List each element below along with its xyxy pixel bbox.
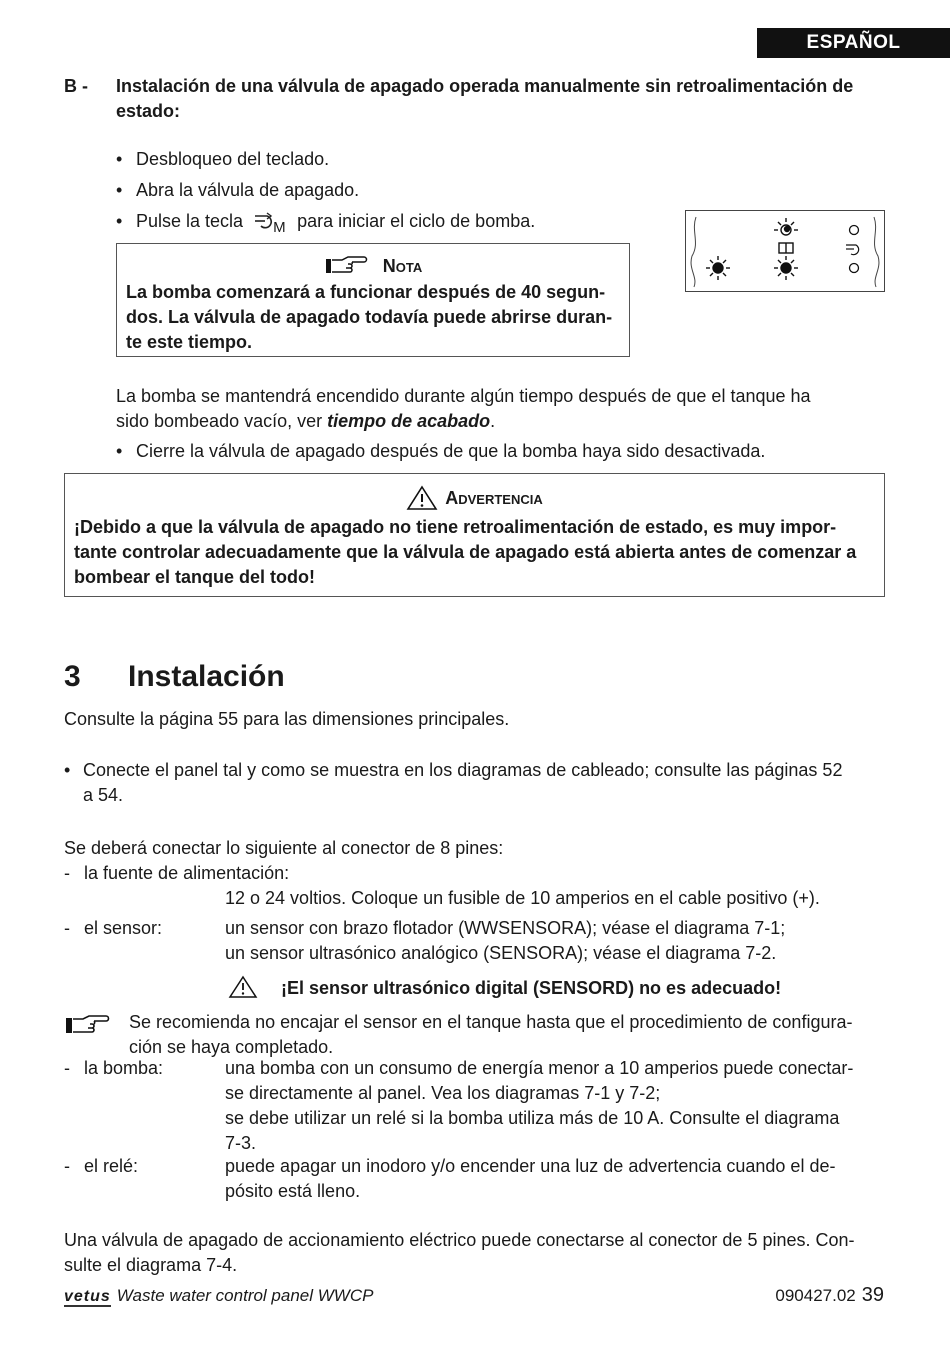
warning-line: tante controlar adecuadamente que la válvula de apagado está abierta antes de comenzar a bbox=[74, 542, 857, 562]
definition-desc: 7-3. bbox=[225, 1133, 257, 1153]
definition-row: - la fuente de alimentación: 12 o 24 voltios. Coloque un fusible de 10 amperios en el cable positivo (+). bbox=[64, 861, 886, 911]
note-box bbox=[116, 243, 630, 357]
warning-triangle-icon bbox=[228, 975, 258, 999]
definition-term: el relé: bbox=[84, 1156, 139, 1176]
led-light-icon bbox=[774, 218, 798, 235]
note-line: Se recomienda no encajar el sensor en el tanque hasta que el procedimiento de configura- bbox=[129, 1012, 853, 1032]
note-line: ción se haya completado. bbox=[129, 1037, 334, 1057]
pointing-hand-icon bbox=[64, 1013, 110, 1037]
run-time-paragraph bbox=[116, 384, 886, 434]
warning-line: bombear el tanque del todo! bbox=[74, 567, 316, 587]
definition-term: el sensor: bbox=[84, 918, 163, 938]
note-line: te este tiempo. bbox=[126, 332, 253, 352]
valve-icon bbox=[779, 243, 793, 253]
note-heading: Nota bbox=[382, 256, 423, 277]
section-b-title: Instalación de una válvula de apagado operada manualmente sin retroalimentación de estado: bbox=[116, 76, 854, 121]
definition-term: la fuente de alimentación: bbox=[84, 863, 290, 883]
definition-row: - el relé: puede apagar un inodoro y/o encender una luz de advertencia cuando el de- pósito está lleno. bbox=[64, 1154, 886, 1204]
paragraph-text: . bbox=[490, 411, 496, 431]
pump-key-icon bbox=[252, 209, 288, 236]
paragraph-line: sulte el diagrama 7-4. bbox=[64, 1255, 238, 1275]
led-light-icon bbox=[774, 256, 798, 280]
brand-logo: vetus bbox=[64, 1288, 111, 1305]
warning-text: ¡El sensor ultrasónico digital (SENSORD) no es adecuado! bbox=[281, 978, 782, 998]
language-tab: ESPAÑOL bbox=[757, 28, 950, 58]
led-light-icon bbox=[706, 256, 730, 280]
document-code: 090427.02 bbox=[775, 1286, 856, 1305]
definition-desc: se debe utilizar un relé si la bomba utiliza más de 10 A. Consulte el diagrama bbox=[225, 1108, 840, 1128]
control-panel-illustration bbox=[685, 210, 885, 292]
definition-row: - el sensor: un sensor con brazo flotador (WWSENSORA); véase el diagrama 7-1; un sensor ultrasónico analógico (SENSORA); véase el diagrama 7-2. bbox=[64, 916, 886, 966]
definition-desc: se directamente al panel. Vea los diagramas 7-1 y 7-2; bbox=[225, 1083, 661, 1103]
bullet-text: para iniciar el ciclo de bomba. bbox=[297, 211, 536, 231]
bullet-text: Conecte el panel tal y como se muestra en los diagramas de cableado; consulte las páginas 52 bbox=[83, 760, 843, 780]
warning-heading: Advertencia bbox=[445, 488, 543, 509]
connector-intro: Se deberá conectar lo siguiente al conector de 8 pines: bbox=[64, 838, 504, 858]
definition-desc: puede apagar un inodoro y/o encender una luz de advertencia cuando el de- bbox=[225, 1156, 836, 1176]
section-number: 3 bbox=[64, 660, 81, 693]
sensor-warning bbox=[228, 975, 781, 1001]
bullet-text: Desbloqueo del teclado. bbox=[136, 149, 330, 169]
page-number: 39 bbox=[861, 1284, 884, 1306]
product-name: Waste water control panel WWCP bbox=[116, 1286, 374, 1305]
pump-key-icon bbox=[846, 245, 859, 255]
paragraph-text: sido bombeado vacío, ver bbox=[116, 411, 328, 431]
definition-desc: pósito está lleno. bbox=[225, 1181, 361, 1201]
bullet-text: Pulse la tecla bbox=[136, 211, 244, 231]
definition-desc: 12 o 24 voltios. Coloque un fusible de 10 amperios en el cable positivo (+). bbox=[225, 888, 820, 908]
warning-box bbox=[64, 473, 885, 597]
footer-left bbox=[64, 1283, 373, 1308]
definition-row: - la bomba: una bomba con un consumo de energía menor a 10 amperios puede conectar- se directamente al panel. Vea los diagramas 7-1 y 7-2; se debe utilizar un relé si la bomba utiliza más de 10 A. Consulte el diagrama 7-3. bbox=[64, 1056, 886, 1156]
footer-right bbox=[775, 1283, 884, 1308]
section-3-heading bbox=[64, 655, 285, 699]
warning-triangle-icon bbox=[406, 485, 438, 511]
bullet-text: a 54. bbox=[83, 785, 124, 805]
intro-text: Consulte la página 55 para las dimensiones principales. bbox=[64, 709, 510, 729]
note-line: La bomba comenzará a funcionar después de 40 segun- bbox=[126, 282, 606, 302]
section-b-label: B - bbox=[64, 76, 88, 96]
definition-term: la bomba: bbox=[84, 1058, 164, 1078]
pointing-hand-icon bbox=[324, 255, 368, 277]
bullet-text: Abra la válvula de apagado. bbox=[136, 180, 360, 200]
bullet-text: Cierre la válvula de apagado después de que la bomba haya sido desactivada. bbox=[136, 441, 766, 461]
section-title: Instalación bbox=[128, 660, 285, 693]
definition-desc: un sensor con brazo flotador (WWSENSORA); véase el diagrama 7-1; bbox=[225, 918, 786, 938]
key-subscript: M bbox=[273, 219, 286, 236]
emphasis-term: tiempo de acabado bbox=[327, 411, 491, 431]
warning-line: ¡Debido a que la válvula de apagado no tiene retroalimentación de estado, es muy impor- bbox=[74, 517, 837, 537]
definition-desc: un sensor ultrasónico analógico (SENSORA); véase el diagrama 7-2. bbox=[225, 943, 777, 963]
recommendation-note bbox=[64, 1010, 886, 1060]
definition-desc: una bomba con un consumo de energía menor a 10 amperios puede conectar- bbox=[225, 1058, 854, 1078]
paragraph-line: Una válvula de apagado de accionamiento eléctrico puede conectarse al conector de 5 pines. Con- bbox=[64, 1230, 855, 1250]
paragraph-line: La bomba se mantendrá encendido durante algún tiempo después de que el tanque ha bbox=[116, 386, 811, 406]
note-line: dos. La válvula de apagado todavía puede abrirse duran- bbox=[126, 307, 613, 327]
final-paragraph bbox=[64, 1228, 886, 1278]
